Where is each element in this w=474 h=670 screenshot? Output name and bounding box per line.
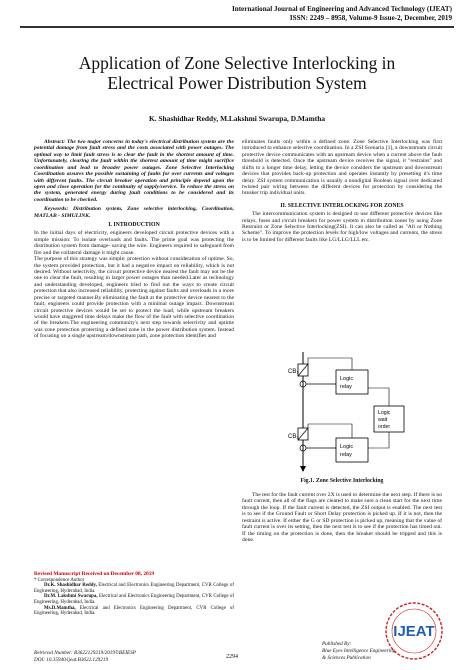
zsi-figure xyxy=(258,350,428,475)
logic-relay-top xyxy=(336,370,368,394)
intro-paragraph-1: In the initial days of electricity, engineers developed circuit protective devices with a simple mission: To isolate overloads and faults. The prime goal was protecting the distribution system from damage- saving the wire. Engineers required to safeguard from fire and the collateral damage it might cause. xyxy=(34,230,234,256)
abstract-label: Abstract: xyxy=(44,139,66,145)
right-paragraph-1: eliminates faults only within a defined zone. Zone Selective Interlocking was first introduced to enhance selective coordination. In a ZSI Scenario [1], a downstream circuit protective device communicates with an upstream device when a current above the fault threshold is detected. Once the upstream device receives the signal, it "restrains" and shifts to a longer time delay, letting the device considers the upstream and downstream devices that provides back-up protection and operates instantly by presetting it's time delay. ZSI system communication is usually a nondigital Boolean signal over dedicated twisted pair wiring between the different devices for protection by considering the breaker trip individual units. xyxy=(242,139,442,197)
figure-caption: Fig.1. Zone Selective Interlocking xyxy=(300,478,384,484)
wait-label-2: wait xyxy=(378,417,388,423)
author-2-name: Dr.M. Lakshmi Swarupa, xyxy=(44,594,98,600)
author-3-name: Ms.D.Mamtha, xyxy=(44,605,76,611)
author-affiliation-3 xyxy=(34,606,234,617)
paper-title-line2: Electrical Power Distribution System xyxy=(107,73,367,93)
logo-text: IJEAT xyxy=(393,623,435,640)
keywords-text: Distribution system, Zone selective interlocking, Coordination, MATLAB - SIMULINK. xyxy=(34,206,234,219)
author-affiliation-1 xyxy=(34,583,234,594)
keywords-label: Keywords: xyxy=(44,206,69,213)
authors: K. Shashidhar Reddy, M.Lakshmi Swarupa, D.Mamtha xyxy=(148,114,326,123)
correspondence-note: * Correspondence Author xyxy=(34,577,85,583)
cb2-breaker xyxy=(298,428,308,440)
relay-bottom-label-2: relay xyxy=(340,452,352,458)
keywords xyxy=(34,206,234,219)
abstract xyxy=(34,139,234,203)
intro-paragraph-2: The purpose of this strategy was simple: protection without consideration of uptime. So, the system provided protection, but it had a negative impact on reliability, which is not desired. Without selectivity, the circuit protective device nearest the fault may not be the one to clear the fault, resulting in larger power outages than needed.Later as technology and understanding developed, engineers tried to find out the ways to create circuit protection that also increased reliability, protecting against faults and overloads in a more precise or targeted manner.By eliminating the fault at the protective device nearest to the fault, engineers could provide protection with a minimal outage impact. Downstream circuit protective devices would be set to protect the load, while upstream breakers would have staggered time delays make the flow of the fault with selective coordination of the breakers.The engineering community's next step towards selectivity and uptime was zone protection protecting a defined zone in the power distribution system. Instead of focusing on a single upstream/downstream path, zone protection identifies and xyxy=(34,256,234,340)
abstract-text: The two major concerns in today's electrical distribution system are the potential damage from fault stress and the costs associated with power outages. The optimal way to limit fault stress is to clear the fault in the shortest amount of time. Unfortunately, clearing the fault within the shortest amount of time might sacrifice coordination and lead to broader power outages. Zone Selective Interlocking Coordination assures the possible sustaining of faults for over currents and voltages with different faults. The circuit breaker operation and principle depend upon the open and close operation for the continuity of supply/service. To reduce the stress on the system, generated energy during fault conditions to be considered and its coordination to be checked. xyxy=(34,139,234,203)
wait-label-3: order xyxy=(378,424,391,430)
published-by: Published By: xyxy=(322,641,352,647)
header-rule xyxy=(20,26,454,28)
relay-top-label-1: Logic xyxy=(340,376,354,382)
right-paragraph-3: The test for the fault current over 2X is used to determine the next step. If there is no fault current, then all of the flags are cleared to make sure a clean start for the next time through the loop. If the fault current is detected, the ZSI output is enabled. The next test is to see if the Ground Fault or Short Delay protection is picked up. If it is not, then the restraint is active. If either the G or SD protection is picked up, meaning that the value of fault current is over its setting, then the next test is to see if the protection has timed out. If the timing on the protection is done, then the breaker should be tripped and this is done. xyxy=(242,492,442,543)
footer-retrieval: Retrieval Number: B3622129219/2019©BEIESP xyxy=(34,650,136,656)
right-paragraph-2: The intercommunication system is designed to use different protective devices like relays, fuses and circuit breakers for power system in distribution zones by using Zone Restraint or Zone Selective Interlocking(ZSI). It can also be called as "All or Nothing Scheme". To improve the protection levels for high/low voltages and currents, the stress is to be limited for different faults like LG/LLG/LLL etc. xyxy=(242,211,442,243)
paper-title-line1: Application of Zone Selective Interlocking in xyxy=(78,53,396,73)
manuscript-note xyxy=(34,572,234,617)
cb1-label: CB₁ xyxy=(288,369,299,375)
wire-wait-relay2 xyxy=(368,432,389,448)
trip-wire-bottom xyxy=(308,424,352,438)
author-1-affil: Electrical and Electronics Engineering Department, CVR College of Engineering, Hyderabad, India. xyxy=(34,583,235,594)
right-column xyxy=(242,139,442,243)
publisher-line1: Blue Eyes Intelligence Engineering xyxy=(322,648,396,654)
logic-relay-bottom xyxy=(336,438,368,462)
wire-relay-wait xyxy=(368,388,389,406)
author-3-affil: Electrical and Electronics Engineering Department, CVR College of Engineering, Hyderabad, India. xyxy=(34,605,234,617)
issn-line: ISSN: 2249 – 8958, Volume-9 Issue-2, December, 2019 xyxy=(289,14,452,22)
section-heading-zsi: II. SELECTIVE INTERLOCKING FOR ZONES xyxy=(280,202,404,209)
ijeat-logo xyxy=(380,598,454,664)
author-2-affil: Electrical and Electronics Engineering Department, CVR College of Engineering, Hyderabad, India. xyxy=(34,594,234,605)
footer-doi: DOI: 10.35940/ijeat.B3622.129219 xyxy=(34,657,109,663)
journal-name: International Journal of Engineering and Advanced Technology (IJEAT) xyxy=(231,5,452,13)
load-arrow xyxy=(300,466,306,472)
relay-bottom-label-1: Logic xyxy=(340,444,354,450)
revised-date: Revised Manuscript Received on December 08, 2019 xyxy=(34,571,155,577)
author-affiliation-2 xyxy=(34,594,234,605)
section-heading-introduction: I. INTRODUCTION xyxy=(108,222,160,229)
page-number: 2294 xyxy=(226,654,238,660)
relay-top-label-2: relay xyxy=(340,384,352,390)
publisher-line2: & Sciences Publication xyxy=(322,655,371,661)
wait-label-1: Logic xyxy=(378,410,391,416)
right-column-lower xyxy=(242,492,442,543)
trip-wire-top xyxy=(308,358,352,370)
author-1-name: Dr.K. Shashidhar Reddy, xyxy=(44,583,97,589)
left-column xyxy=(34,139,234,340)
cb2-label: CB₂ xyxy=(288,434,299,440)
cb1-breaker xyxy=(298,364,308,376)
